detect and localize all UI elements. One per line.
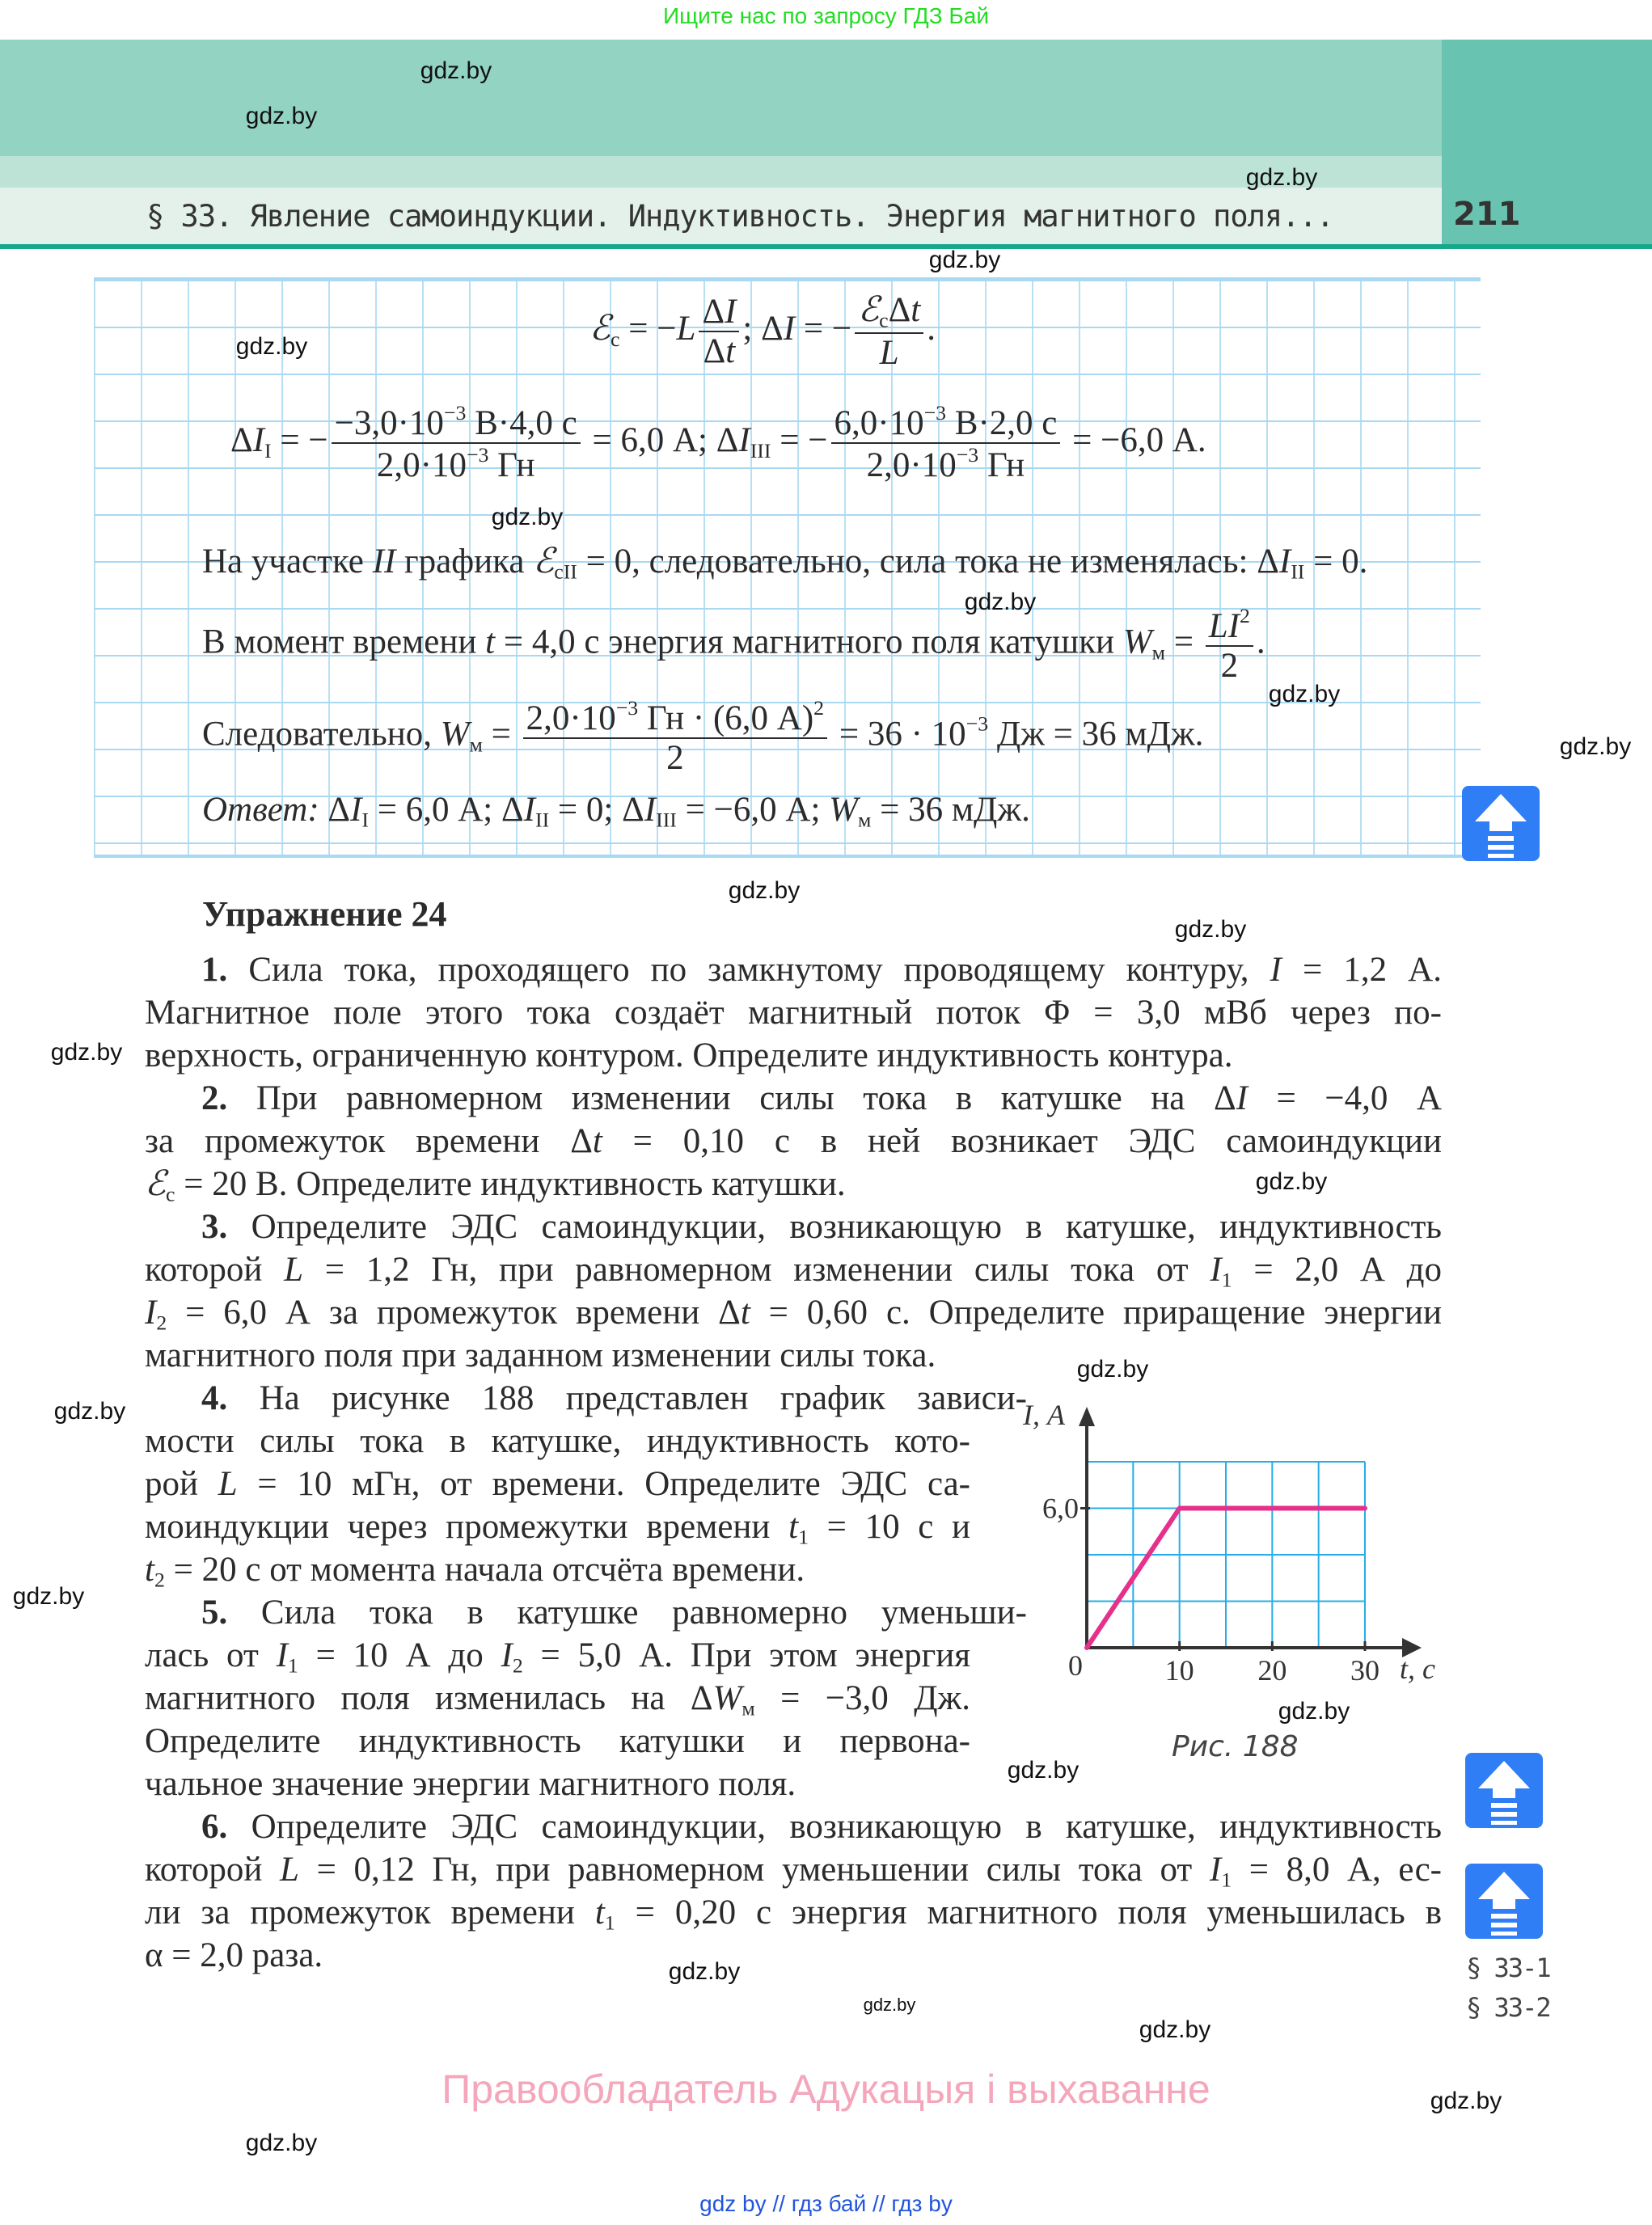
text-run: Определите ЭДС самоиндукции, возникающую в катушке, индуктивность xyxy=(227,1208,1442,1246)
math-symbol: L xyxy=(218,1465,238,1503)
text-run: = − xyxy=(271,421,328,460)
page-number: 211 xyxy=(1453,196,1521,233)
scroll-up-button[interactable] xyxy=(1464,1751,1544,1830)
text-run: . xyxy=(927,310,936,348)
text-run: Δ xyxy=(703,332,726,371)
text-run: = 6,0 А; Δ xyxy=(583,421,739,460)
exercise-number: 4. xyxy=(201,1379,228,1417)
denominator xyxy=(663,739,687,777)
denominator xyxy=(1218,647,1242,685)
watermark: gdz.by xyxy=(245,2130,318,2156)
exercise-line xyxy=(145,1463,970,1505)
superscript: −3 xyxy=(923,401,947,424)
math-symbol: ℰ xyxy=(589,310,611,348)
subscript: 2 xyxy=(156,1311,167,1335)
numerator xyxy=(831,402,1061,444)
math-symbol: Ответ: xyxy=(202,791,319,829)
text-run: ли за промежуток времени xyxy=(145,1894,595,1932)
math-symbol: II xyxy=(372,543,396,581)
math-symbol: W xyxy=(1122,623,1152,661)
subscript: III xyxy=(656,808,677,832)
section-link-33-2[interactable]: § 33-2 xyxy=(1466,1992,1550,2023)
text-run: = 0, следовательно, сила тока не изменялась: Δ xyxy=(577,543,1279,581)
fraction xyxy=(332,402,581,485)
subscript: м xyxy=(857,808,872,832)
text-run: = − xyxy=(771,421,828,460)
text-run: = 10 с и xyxy=(808,1508,970,1546)
subscript: 2 xyxy=(512,1653,523,1678)
math-symbol: L xyxy=(676,310,696,348)
text-run: Определите ЭДС самоиндукции, возникающую в катушке, индуктивность xyxy=(227,1808,1442,1846)
text-run: 6,0·10 xyxy=(834,404,924,443)
text-run: которой xyxy=(145,1251,285,1289)
exercise-line xyxy=(145,948,1442,991)
text-run: −3,0·10 xyxy=(334,404,444,443)
text-run: = 4,0 с энергия магнитного поля катушки xyxy=(495,623,1123,661)
text-run: Магнитное поле этого тока создаёт магнитный поток Φ = 3,0 мВб через по- xyxy=(145,994,1442,1032)
text-run: = 8,0 А, ес- xyxy=(1232,1851,1442,1889)
math-symbol: t xyxy=(788,1508,799,1546)
x-tick-label: 10 xyxy=(1164,1654,1194,1687)
watermark: gdz.by xyxy=(1278,1698,1350,1725)
subscript: I xyxy=(264,438,272,462)
math-symbol: t xyxy=(145,1551,154,1589)
text-run: = 10 А до xyxy=(298,1636,501,1674)
footer-links[interactable]: gdz by // гдз бай // гдз by xyxy=(699,2191,953,2216)
text-run: = 36 мДж. xyxy=(871,791,1030,829)
watermark: gdz.by xyxy=(1139,2016,1211,2043)
exercise-line xyxy=(145,1591,1027,1634)
math-symbol: I xyxy=(1236,1079,1248,1117)
math-symbol: W xyxy=(440,715,470,754)
math-symbol: ℰ xyxy=(145,1165,167,1203)
text-run: В·2,0 с xyxy=(946,404,1058,443)
watermark: gdz.by xyxy=(1245,164,1318,191)
math-symbol: I xyxy=(1210,1251,1222,1289)
exercise-line xyxy=(145,1891,1442,1934)
text-run: = 0,10 с в ней возникает ЭДС самоиндукции xyxy=(602,1122,1442,1160)
text-run: = 1,2 Гн, при равномерном изменении силы тока от xyxy=(303,1251,1210,1289)
watermark: gdz.by xyxy=(50,1039,123,1066)
math-symbol: I xyxy=(1209,1851,1222,1889)
text-run: магнитного поля при заданном изменении силы тока. xyxy=(145,1336,936,1374)
text-run: = −4,0 А xyxy=(1247,1079,1442,1117)
watermark: gdz.by xyxy=(245,103,318,129)
watermark: gdz.by xyxy=(964,589,1037,615)
search-promo-link[interactable]: Ищите нас по запросу ГДЗ Бай xyxy=(662,3,990,28)
scroll-up-button[interactable] xyxy=(1464,1862,1544,1940)
math-symbol: L xyxy=(879,334,899,373)
watermark: gdz.by xyxy=(235,333,308,360)
text-run: 2,0·10 xyxy=(866,446,957,485)
subscript: сII xyxy=(554,559,577,584)
exercise-line xyxy=(145,1420,970,1463)
subscript: II xyxy=(534,808,550,832)
math-symbol: L xyxy=(280,1851,299,1889)
formula-delta-i xyxy=(230,402,1206,485)
watermark: gdz.by xyxy=(420,57,492,84)
text-run: ; Δ xyxy=(742,310,784,348)
text-run: = 0,12 Гн, при равномерном уменьшении силы тока от xyxy=(298,1851,1210,1889)
numerator xyxy=(1206,605,1253,647)
text-run: мости силы тока в катушке, индуктивность кото- xyxy=(145,1422,970,1460)
denominator xyxy=(864,444,1029,484)
exercise-line xyxy=(145,1677,970,1720)
superscript: 2 xyxy=(1239,604,1250,627)
running-title: § 33. Явление самоиндукции. Индуктивность. Энергия магнитного поля... xyxy=(146,199,1334,234)
text-run: Δ xyxy=(702,292,725,331)
copyright-notice: Правообладатель Адукацыя і выхаванне xyxy=(442,2067,1210,2112)
text-run: 2,0·10 xyxy=(526,699,616,738)
text-run: = xyxy=(1164,623,1202,661)
subscript: м xyxy=(469,733,483,757)
watermark: gdz.by xyxy=(928,247,1001,273)
text-run: 2 xyxy=(666,739,684,778)
text-run: верхность, ограниченную контуром. Определите индуктивность контура. xyxy=(145,1037,1233,1075)
subscript: 1 xyxy=(287,1653,298,1678)
numerator xyxy=(332,402,581,444)
superscript: −3 xyxy=(615,696,639,720)
exercise-line xyxy=(145,1934,1442,1977)
math-symbol: t xyxy=(592,1122,602,1160)
exercise-line xyxy=(145,1034,1442,1077)
superscript: −3 xyxy=(443,401,467,424)
exercise-line xyxy=(145,1334,1442,1377)
subscript: с xyxy=(879,308,889,332)
exercise-line xyxy=(145,1291,1442,1334)
fraction xyxy=(831,402,1061,485)
watermark: gdz.by xyxy=(53,1398,126,1425)
y-axis-label: I, А xyxy=(1023,1399,1065,1431)
math-symbol: L xyxy=(284,1251,304,1289)
text-run: = 5,0 А. При этом энергия xyxy=(522,1636,970,1674)
math-symbol: I xyxy=(1278,543,1291,581)
subscript: 1 xyxy=(1221,1268,1232,1292)
text-run: = 36 · 10 xyxy=(830,715,966,754)
text-run: Следовательно, xyxy=(202,715,441,754)
text-run: = 0. xyxy=(1304,543,1368,581)
text-run: Гн xyxy=(978,446,1025,485)
exercise-line xyxy=(145,1848,1442,1891)
exercise-line xyxy=(145,1720,970,1763)
math-symbol: t xyxy=(740,1294,750,1332)
subscript: 1 xyxy=(1221,1868,1232,1892)
text-run: = − xyxy=(619,310,677,348)
text-run: лась от xyxy=(145,1636,277,1674)
text-run: магнитного поля изменилась на Δ xyxy=(145,1679,713,1717)
scroll-up-button[interactable] xyxy=(1460,784,1541,863)
text-run: = 20 В. Определите индуктивность катушки. xyxy=(175,1165,846,1203)
math-symbol: I xyxy=(644,791,657,829)
subscript: м xyxy=(741,1696,755,1720)
text-run: Сила тока, проходящего по замкнутому проводящему контуру, xyxy=(227,951,1270,989)
exercise-line xyxy=(145,1377,1027,1420)
math-symbol: t xyxy=(485,623,496,661)
math-symbol: W xyxy=(712,1679,742,1717)
watermark: gdz.by xyxy=(1430,2088,1502,2114)
math-symbol: t xyxy=(725,332,736,371)
exercise-line xyxy=(145,991,1442,1034)
numerator xyxy=(699,293,739,332)
solution-line-result xyxy=(202,697,1203,778)
math-symbol: I xyxy=(350,791,362,829)
math-symbol: I xyxy=(501,1636,513,1674)
exercise-line xyxy=(145,1634,970,1677)
x-axis-label: t, с xyxy=(1400,1653,1435,1685)
solution-line-section-2 xyxy=(202,540,1367,593)
superscript: −3 xyxy=(965,711,989,736)
denominator xyxy=(877,334,902,372)
math-symbol: ℰ xyxy=(858,291,880,329)
arrow-up-icon xyxy=(1464,1862,1544,1940)
text-run: 2,0·10 xyxy=(376,446,467,485)
fraction xyxy=(855,291,923,372)
text-run: которой xyxy=(145,1851,281,1889)
exercise-number: 6. xyxy=(201,1808,228,1846)
watermark: gdz.by xyxy=(728,877,801,904)
text-run: На участке xyxy=(202,543,373,581)
y-tick-label: 6,0 xyxy=(1042,1492,1079,1525)
math-symbol: LI xyxy=(1208,607,1240,646)
exercise-line xyxy=(145,1163,1442,1205)
text-run: моиндукции через промежутки времени xyxy=(145,1508,789,1546)
text-run: α = 2,0 раза. xyxy=(145,1936,323,1974)
x-tick-label: 20 xyxy=(1257,1654,1287,1687)
math-symbol: I xyxy=(276,1636,288,1674)
math-symbol: t xyxy=(911,291,921,329)
text-run: = 0; Δ xyxy=(549,791,644,829)
math-symbol: t xyxy=(594,1894,605,1932)
math-symbol: I xyxy=(783,310,796,348)
exercise-number: 1. xyxy=(201,951,228,989)
subscript: 1 xyxy=(798,1525,809,1549)
solution-line-energy xyxy=(202,605,1265,686)
text-run: В момент времени xyxy=(202,623,486,661)
text-run: = 2,0 А до xyxy=(1232,1251,1442,1289)
watermark: gdz.by xyxy=(12,1583,85,1610)
header-band xyxy=(0,40,1442,156)
subscript: II xyxy=(1291,559,1305,584)
header-band-light xyxy=(0,156,1442,188)
figure-caption: Рис. 188 xyxy=(1172,1730,1299,1763)
watermark: gdz.by xyxy=(1007,1757,1080,1784)
math-symbol: I xyxy=(1270,951,1282,989)
text-run: В·4,0 с xyxy=(466,404,577,443)
watermark: gdz.by xyxy=(1559,733,1632,760)
arrow-up-icon xyxy=(1464,1751,1544,1830)
text-run: При равномерном изменении силы тока в катушке на Δ xyxy=(227,1079,1236,1117)
text-run: Определите индуктивность катушки и первона- xyxy=(145,1722,970,1760)
current-time-chart xyxy=(1011,1391,1464,1706)
exercise-line xyxy=(145,1548,970,1591)
text-run: = 6,0 А за промежуток времени Δ xyxy=(167,1294,741,1332)
text-run: = −6,0 А; xyxy=(676,791,830,829)
header-divider xyxy=(0,244,1652,249)
exercise-number: 2. xyxy=(201,1079,228,1117)
section-link-33-1[interactable]: § 33-1 xyxy=(1466,1953,1550,1983)
text-run: = −6,0 А. xyxy=(1063,421,1206,460)
superscript: −3 xyxy=(466,443,489,467)
text-run: = 0,60 с. Определите приращение энергии xyxy=(750,1294,1442,1332)
exercise-line xyxy=(145,1120,1442,1163)
watermark: gdz.by xyxy=(863,1995,916,2015)
text-run: = xyxy=(482,715,520,754)
subscript: с xyxy=(611,327,620,351)
text-run: На рисунке 188 представлен график зависи- xyxy=(227,1379,1027,1417)
text-run: рой xyxy=(145,1465,218,1503)
text-run: = 10 мГн, от времени. Определите ЭДС са- xyxy=(237,1465,970,1503)
solution-answer xyxy=(202,788,1030,842)
text-run: = −3,0 Дж. xyxy=(754,1679,970,1717)
text-run: = 1,2 А. xyxy=(1281,951,1442,989)
formula-emf xyxy=(589,291,936,372)
exercise-line xyxy=(145,1805,1442,1848)
subscript: I xyxy=(361,808,369,832)
arrow-up-icon xyxy=(1460,784,1541,863)
superscript: 2 xyxy=(813,696,825,720)
text-run: Δ xyxy=(230,421,253,460)
exercise-line xyxy=(145,1505,970,1548)
denominator xyxy=(700,332,739,370)
text-run: 2 xyxy=(1220,647,1239,686)
text-run: = 0,20 с энергия магнитного поля уменьшилась в xyxy=(615,1894,1442,1932)
watermark: gdz.by xyxy=(1174,916,1247,943)
superscript: −3 xyxy=(956,443,979,467)
math-symbol: ℰ xyxy=(533,543,555,581)
fraction xyxy=(699,293,739,371)
denominator xyxy=(374,444,539,484)
exercise-line xyxy=(145,1077,1442,1120)
text-run: Гн xyxy=(488,446,535,485)
watermark: gdz.by xyxy=(668,1958,741,1985)
watermark: gdz.by xyxy=(491,504,564,530)
numerator xyxy=(523,697,827,739)
text-run: Дж = 36 мДж. xyxy=(988,715,1204,754)
x-tick-label: 0 xyxy=(1068,1649,1083,1682)
fraction xyxy=(523,697,827,778)
text-run: чальное значение энергии магнитного поля. xyxy=(145,1765,796,1803)
subscript: м xyxy=(1151,640,1165,665)
text-run: = 6,0 А; Δ xyxy=(369,791,524,829)
exercise-title: Упражнение 24 xyxy=(202,894,447,934)
subscript: 1 xyxy=(604,1910,615,1935)
exercise-line xyxy=(145,1205,1442,1248)
math-symbol: I xyxy=(725,292,737,331)
subscript: 2 xyxy=(154,1568,165,1592)
text-run: Сила тока в катушке равномерно уменьши- xyxy=(227,1594,1027,1632)
text-run: Δ xyxy=(319,791,351,829)
numerator xyxy=(855,291,923,334)
text-run: Δ xyxy=(888,291,911,329)
math-symbol: W xyxy=(829,791,858,829)
exercise-number: 3. xyxy=(201,1208,228,1246)
text-run: = − xyxy=(795,310,852,348)
text-run: графика xyxy=(395,543,534,581)
math-symbol: I xyxy=(252,421,264,460)
exercise-line xyxy=(145,1248,1442,1291)
math-symbol: I xyxy=(523,791,535,829)
watermark: gdz.by xyxy=(1268,681,1341,707)
exercise-number: 5. xyxy=(201,1594,228,1632)
text-run: Гн · (6,0 А) xyxy=(638,699,814,738)
text-run: . xyxy=(1256,623,1265,661)
x-tick-label: 30 xyxy=(1350,1654,1379,1687)
watermark: gdz.by xyxy=(1076,1356,1149,1383)
subscript: III xyxy=(750,438,771,462)
y-axis-arrow xyxy=(1079,1407,1095,1426)
fraction xyxy=(1206,605,1253,686)
watermark: gdz.by xyxy=(1255,1168,1328,1195)
subscript: с xyxy=(166,1182,175,1206)
exercise-line xyxy=(145,1763,970,1805)
text-run: = 20 с от момента начала отсчёта времени. xyxy=(164,1551,805,1589)
math-symbol: I xyxy=(145,1294,157,1332)
text-run: за промежуток времени Δ xyxy=(145,1122,593,1160)
math-symbol: I xyxy=(738,421,750,460)
